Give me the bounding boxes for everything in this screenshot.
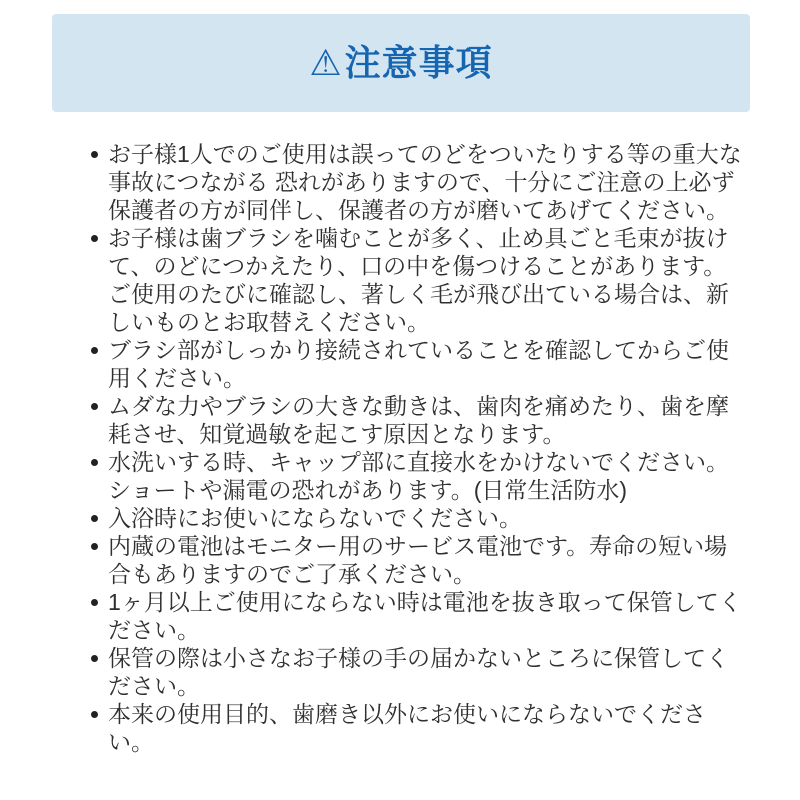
- notice-item: 入浴時にお使いにならないでください。: [108, 504, 748, 532]
- warning-triangle-icon: ⚠: [309, 42, 343, 83]
- notice-item: 内蔵の電池はモニター用のサービス電池です。寿命の短い場合もありますのでご了承ください。: [108, 532, 748, 588]
- notice-item: 1ヶ月以上ご使用にならない時は電池を抜き取って保管してください。: [108, 588, 748, 644]
- notice-item: 保管の際は小さなお子様の手の届かないところに保管してください。: [108, 644, 748, 700]
- section-title: [309, 42, 493, 83]
- notice-item: 本来の使用目的、歯磨き以外にお使いにならないでください。: [108, 700, 748, 756]
- notice-list: [108, 140, 748, 756]
- notice-item: ムダな力やブラシの大きな動きは、歯肉を痛めたり、歯を摩耗させ、知覚過敏を起こす原因となります。: [108, 392, 748, 448]
- section-title-text: 注意事項: [344, 42, 493, 83]
- notice-item: お子様は歯ブラシを噛むことが多く、止め具ごと毛束が抜けて、のどにつかえたり、口の中を傷つけることがあります。ご使用のたびに確認し、著しく毛が飛び出ている場合は、新しいものとお取替えください。: [108, 224, 748, 336]
- notice-item: 水洗いする時、キャップ部に直接水をかけないでください。ショートや漏電の恐れがあります。(日常生活防水): [108, 448, 748, 504]
- caution-header: [52, 14, 750, 112]
- notice-item: お子様1人でのご使用は誤ってのどをついたりする等の重大な事故につながる 恐れがありますので、十分にご注意の上必ず保護者の方が同伴し、保護者の方が磨いてあげてください。: [108, 140, 748, 224]
- notice-item: ブラシ部がしっかり接続されていることを確認してからご使用ください。: [108, 336, 748, 392]
